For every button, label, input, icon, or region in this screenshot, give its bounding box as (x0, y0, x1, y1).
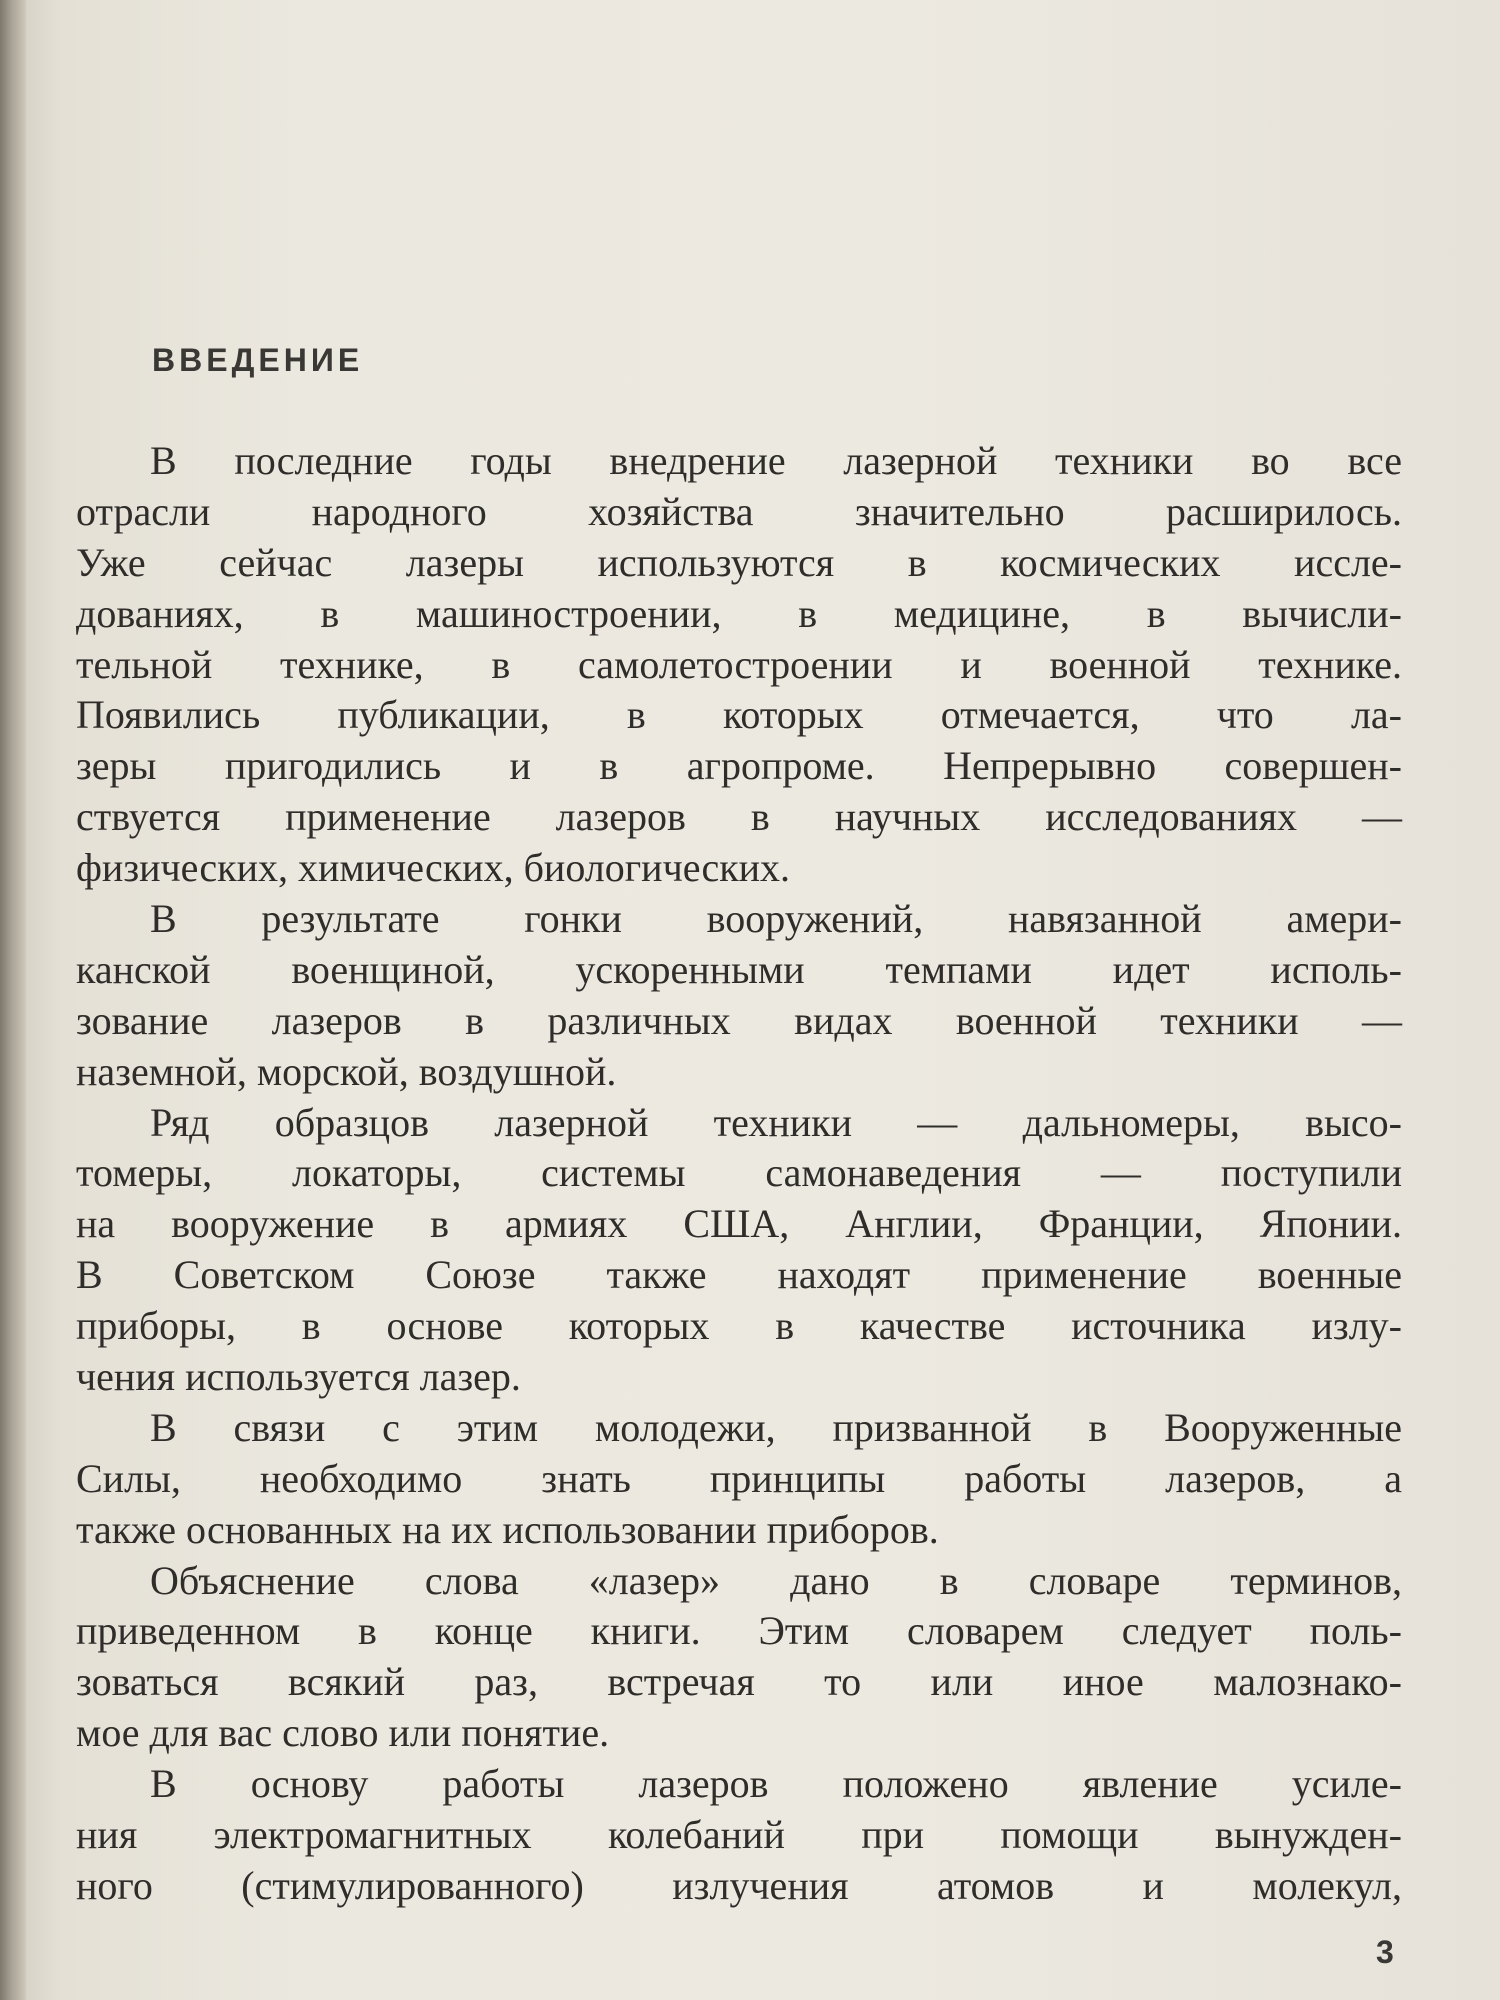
text-line: Силы, необходимо знать принципы работы лазеров, а (76, 1455, 1402, 1501)
text-line: ствуется применение лазеров в научных исследованиях — (76, 794, 1402, 840)
text-line: зование лазеров в различных видах военной техники — (76, 997, 1402, 1043)
text-line: Объяснение слова «лазер» дано в словаре терминов, (150, 1557, 1402, 1603)
text-line: В результате гонки вооружений, навязанной амери- (150, 896, 1402, 942)
text-line: мое для вас слово или понятие. (76, 1710, 610, 1756)
text-line: зоваться всякий раз, встречая то или иное малознако- (76, 1659, 1402, 1705)
text-line: В последние годы внедрение лазерной техники во все (150, 438, 1402, 483)
page-number: 3 (1376, 1934, 1394, 1970)
text-line: чения используется лазер. (76, 1354, 521, 1400)
text-line: Появились публикации, в которых отмечается, что ла- (76, 692, 1402, 738)
text-line: ного (стимулированного) излучения атомов и молекул, (76, 1862, 1402, 1908)
text-line: Уже сейчас лазеры используются в космических иссле- (76, 539, 1402, 585)
text-line: физических, химических, биологических. (76, 845, 791, 891)
text-line: канской военщиной, ускоренными темпами идет исполь- (76, 946, 1402, 992)
text-line: также основанных на их использовании приборов. (76, 1506, 939, 1552)
chapter-heading: ВВЕДЕНИЕ (152, 342, 364, 378)
text-line: В основу работы лазеров положено явление усиле- (150, 1761, 1402, 1807)
text-line: В связи с этим молодежи, призванной в Вооруженные (150, 1404, 1402, 1450)
text-line: ния электромагнитных колебаний при помощи вынужден- (76, 1812, 1402, 1858)
text-line: приборы, в основе которых в качестве источника излу- (76, 1303, 1402, 1349)
text-line: Ряд образцов лазерной техники — дальномеры, высо- (150, 1099, 1402, 1145)
text-line: отрасли народного хозяйства значительно расширилось. (76, 488, 1402, 534)
text-line: томеры, локаторы, системы самонаведения — поступили (76, 1150, 1402, 1196)
text-line: тельной технике, в самолетостроении и военной технике. (76, 641, 1402, 687)
text-line: наземной, морской, воздушной. (76, 1048, 617, 1094)
text-line: В Советском Союзе также находят применение военные (76, 1252, 1402, 1298)
body-text (76, 436, 1402, 1912)
text-line: приведенном в конце книги. Этим словарем следует поль- (76, 1608, 1402, 1654)
book-binding-shadow (0, 0, 26, 2000)
text-line: дованиях, в машиностроении, в медицине, в вычисли- (76, 590, 1402, 636)
text-line: на вооружение в армиях США, Англии, Франции, Японии. (76, 1201, 1402, 1247)
text-line: зеры пригодились и в агропроме. Непрерывно совершен- (76, 743, 1402, 789)
